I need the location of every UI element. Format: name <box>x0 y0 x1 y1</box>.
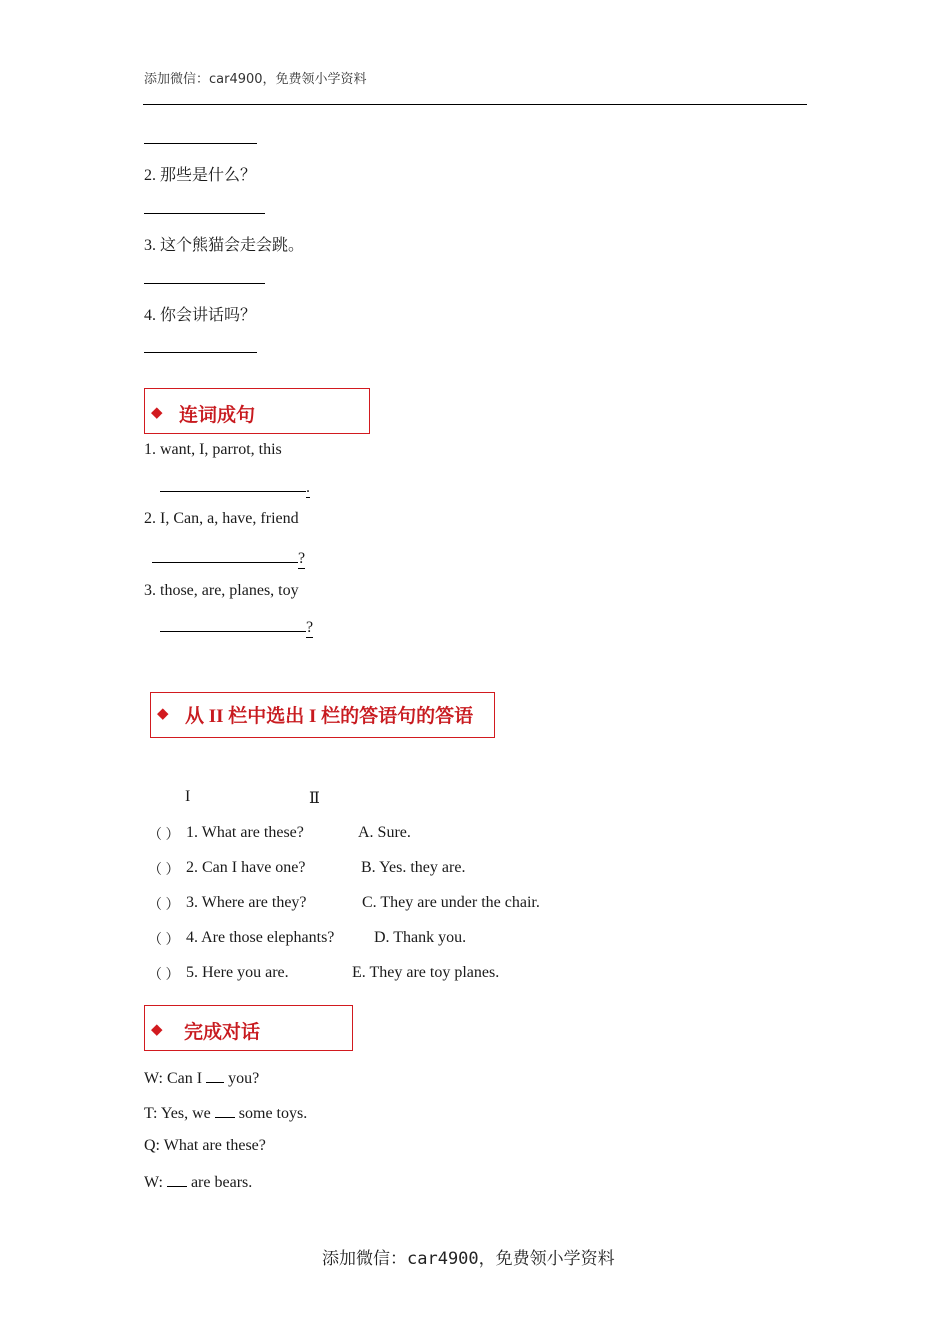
answer-line-3 <box>144 283 265 284</box>
match-answer: B. Yes. they are. <box>361 859 466 876</box>
blank-line <box>160 616 306 632</box>
end-punct: . <box>306 479 310 496</box>
dialog-text: T: Yes, we <box>144 1105 215 1122</box>
answer-line-1 <box>144 143 257 144</box>
dialog-text: are bears. <box>186 1174 253 1191</box>
diamond-icon: ◆ <box>151 1022 163 1038</box>
translate-q3: 3. 这个熊猫会走会跳。 <box>144 237 305 254</box>
section-title: 从 II 栏中选出 I 栏的答语句的答语 <box>185 706 474 727</box>
answer-paren: （ ） <box>148 828 180 843</box>
translate-q2: 2. 那些是什么？ <box>144 167 257 184</box>
footer-text: 添加微信：car4900，免费领小学资料 <box>322 1249 615 1269</box>
answer-paren: （ ） <box>148 968 180 983</box>
dialog-text: you? <box>224 1070 260 1087</box>
word-order-item-2: 2. I, Can, a, have, friend <box>144 510 299 527</box>
section-header-dialog <box>144 1005 353 1051</box>
answer-line-2 <box>144 213 265 214</box>
match-answer: E. They are toy planes. <box>352 964 500 981</box>
section-title: 完成对话 <box>184 1021 261 1043</box>
dialog-line-2 <box>144 1103 307 1123</box>
section-header-matching <box>150 692 495 738</box>
blank-line <box>152 547 298 563</box>
match-question: 5. Here you are. <box>186 964 289 981</box>
header-rule <box>143 104 807 105</box>
word-order-answer-1 <box>160 476 310 498</box>
match-answer: A. Sure. <box>358 824 411 841</box>
column-header-1: I <box>185 788 191 805</box>
blank-line <box>160 476 306 492</box>
column-header-2: Ⅱ <box>309 790 320 807</box>
dialog-text: W: Can I <box>144 1070 207 1087</box>
match-answer: D. Thank you. <box>374 929 467 946</box>
answer-paren: （ ） <box>148 863 180 878</box>
diamond-icon: ◆ <box>151 405 163 421</box>
header-text: 添加微信：car4900，免费领小学资料 <box>144 72 367 87</box>
blank-line <box>167 1172 187 1187</box>
dialog-text: W: <box>144 1174 167 1191</box>
end-punct: ? <box>306 619 314 636</box>
word-order-item-3: 3. those, are, planes, toy <box>144 582 299 599</box>
end-punct: ? <box>298 550 306 567</box>
blank-line <box>215 1103 235 1118</box>
word-order-item-1: 1. want, I, parrot, this <box>144 441 282 458</box>
dialog-text: some toys. <box>234 1105 308 1122</box>
word-order-answer-2 <box>152 547 305 569</box>
blank-line <box>206 1068 224 1083</box>
match-question: 4. Are those elephants? <box>186 929 335 946</box>
dialog-line-3 <box>144 1137 266 1155</box>
section-header-word-order <box>144 388 370 434</box>
match-question: 2. Can I have one? <box>186 859 306 876</box>
match-question: 1. What are these? <box>186 824 304 841</box>
dialog-line-1 <box>144 1068 259 1088</box>
section-title: 连词成句 <box>179 404 256 426</box>
word-order-answer-3 <box>160 616 313 638</box>
match-answer: C. They are under the chair. <box>362 894 540 911</box>
dialog-text: Q: What are these? <box>144 1137 266 1154</box>
answer-line-4 <box>144 352 257 353</box>
answer-paren: （ ） <box>148 898 180 913</box>
dialog-line-4 <box>144 1172 252 1192</box>
translate-q4: 4. 你会讲话吗？ <box>144 307 257 324</box>
match-question: 3. Where are they? <box>186 894 307 911</box>
diamond-icon: ◆ <box>157 706 169 722</box>
answer-paren: （ ） <box>148 933 180 948</box>
